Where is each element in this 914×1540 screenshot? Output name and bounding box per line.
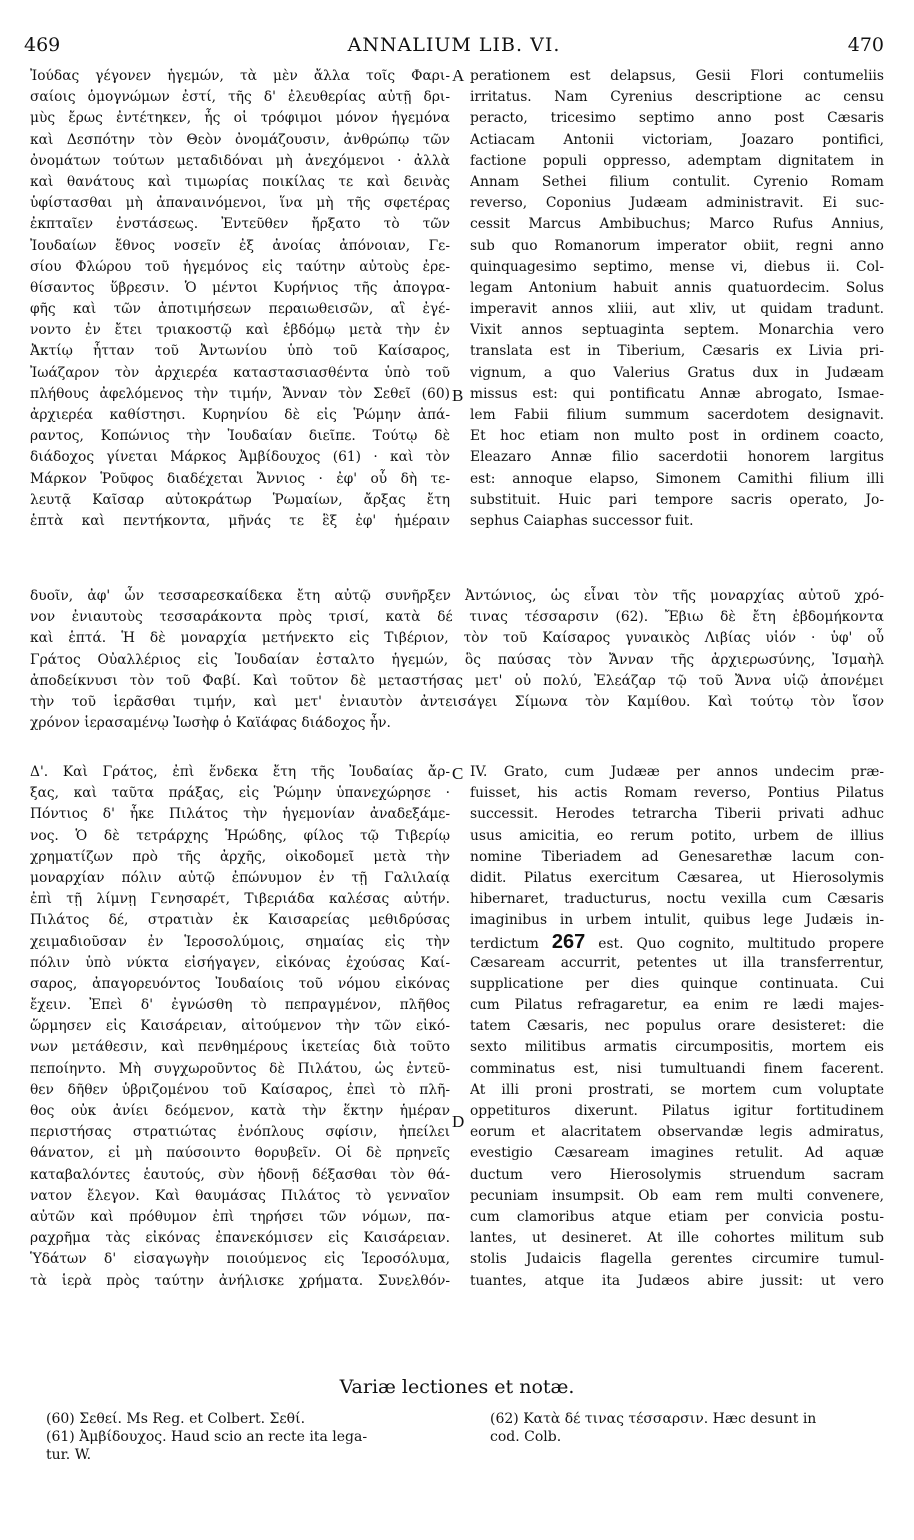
text-line: περιστήσας στρατιώτας ἐνόπλους σφίσιν, ἠπείλει bbox=[30, 1124, 450, 1141]
text-line: perationem est delapsus, Gesii Flori contumeliis bbox=[470, 68, 884, 84]
text-line: Μάρκον Ῥοῦφος διαδέχεται Ἄννιος · ἐφ' οὗ δὴ τε- bbox=[30, 470, 450, 487]
text-line: νοντο ἐν ἔτει τριακοστῷ καὶ ἑβδόμῳ μετὰ τὴν ἐν bbox=[30, 322, 450, 339]
text-line: didit. Pilatus exercitum Cæsarea, ut Hierosolymis bbox=[470, 869, 884, 886]
text-line: Πόντιος δ' ἧκε Πιλάτος τὴν ἡγεμονίαν ἀναδεξάμε- bbox=[30, 806, 450, 823]
text-line: comminatus est, nisi tumultuandi finem facerent. bbox=[470, 1060, 884, 1077]
text-line: usus amicitia, eo rerum potito, urbem de illius bbox=[470, 827, 884, 844]
text-line: cum clamoribus atque etiam per convicia postu- bbox=[470, 1208, 884, 1225]
text-line: quinquagesimo septimo, mense vi, diebus ii. Col- bbox=[470, 258, 884, 275]
section-marker-d: D bbox=[452, 1112, 465, 1131]
text-line: sub quo Romanorum imperator obiit, regni anno bbox=[470, 237, 884, 254]
page-number-left: 469 bbox=[24, 34, 61, 56]
text-line: Annam Sethei filium contulit. Cyrenio Romam bbox=[470, 173, 884, 190]
text-line: fuisset, his actis Romam reverso, Pontius Pilatus bbox=[470, 785, 884, 802]
text-line: θίσαντος ὕβρεσιν. Ὁ μέντοι Κυρήνιος τῆς ἀπογρα- bbox=[30, 279, 450, 296]
text-line: cum Pilatus refragaretur, ea enim re lædi majes- bbox=[470, 997, 884, 1014]
text-line: oppetituros dixerunt. Pilatus igitur fortitudinem bbox=[470, 1103, 884, 1119]
text-line: ἐκπταῖεν ἐνστάσεως. Ἐντεῦθεν ἤρξατο τὸ τῶν bbox=[30, 216, 450, 233]
text-line: ἑπτὰ καὶ πεντήκοντα, μῆνάς τε ἓξ ἐφ' ἡμέραιν bbox=[30, 512, 450, 529]
text-line: vignum, a quo Valerius Gratus dux in Judæam bbox=[470, 364, 884, 381]
text-line bbox=[470, 932, 884, 953]
text-line: cessit Marcus Ambibuchus; Marco Rufus Annius, bbox=[470, 216, 884, 233]
text-line: νον ἐνιαυτοὺς τεσσαράκοντα πρὸς τρισί, κατὰ δέ τινας τέσσαρσιν (62). Ἔβιω δὲ ἔτη ἑβδομήκοντα bbox=[30, 609, 884, 626]
greek-full-width-block bbox=[30, 586, 884, 734]
text-line: Ἰουδαίων ἔθνος νοσεῖν ἐξ ἀνοίας ἀπόνοιαν, Γε- bbox=[30, 237, 450, 254]
text-line: tuantes, atque ita Judæos abire jussit: ut vero bbox=[470, 1272, 884, 1289]
text-line: tatem Cæsaris, nec populus orare desisteret: die bbox=[470, 1018, 884, 1035]
text-line: καὶ ἑπτά. Ἡ δὲ μοναρχία μετήνεκτο εἰς Τιβέριον, τὸν τοῦ Καίσαρος γυναικὸς Λιβίας υἱόν · ὑφ' οὗ bbox=[30, 630, 884, 647]
text-line: imaginibus in urbem intulit, quibus lege Judæis in- bbox=[470, 912, 884, 929]
text-line: πόλιν ὑπὸ νύκτα εἰσήγαγεν, εἰκόνας ἐχούσας Καί- bbox=[30, 954, 450, 971]
text-line: factione populi oppresso, ademptam dignitatem in bbox=[470, 152, 884, 169]
text-line: χρηματίζων πρὸ τῆς ἀρχῆς, οἰκοδομεῖ μετὰ τὴν bbox=[30, 848, 450, 865]
text-line: σίου Φλώρου τοῦ ἡγεμόνος εἰς ταύτην αὐτοὺς ἐρε- bbox=[30, 258, 450, 275]
text-line: eorum et alacritatem observandæ legis admiratus, bbox=[470, 1124, 884, 1141]
text-line: peracto, tricesimo septimo anno post Cæsaris bbox=[470, 110, 884, 127]
text-line: καὶ θανάτους καὶ τιμωρίας ποικίλας τε καὶ δεινὰς bbox=[30, 173, 450, 190]
text-line: χειμαδιοῦσαν ἐν Ἱεροσολύμοις, σημαίας εἰς τὴν bbox=[30, 933, 450, 950]
text-line: μὺς ἔρως ἐντέτηκεν, ἧς οἱ τρόφιμοι μόνον ἡγεμόνα bbox=[30, 110, 450, 127]
text-line: ραντος, Κοπώνιος τὴν Ἰουδαίαν διεῖπε. Τούτῳ δὲ bbox=[30, 428, 450, 445]
text-line: πλήθους ἀφελόμενος τὴν τιμήν, Ἄνναν τὸν Σεθεῖ (60) bbox=[30, 385, 450, 402]
footnote-line: tur. W. bbox=[46, 1447, 92, 1463]
text-line: evestigio Cæsaream imagines retulit. Ad aquæ bbox=[470, 1145, 884, 1162]
text-line: ἔχειν. Ἐπεὶ δ' ἐγνώσθη τὸ πεπραγμένον, πλῆθος bbox=[30, 997, 450, 1014]
text-line: legam Antonium habuit annis quatuordecim. Solus bbox=[470, 279, 884, 296]
notes-title: Variæ lectiones et notæ. bbox=[339, 1376, 575, 1398]
text-line: καὶ Δεσπότην τὸν Θεὸν ὀνομάζουσιν, ἀνθρώπῳ τῶν bbox=[30, 131, 450, 148]
footnotes-right bbox=[490, 1410, 884, 1446]
text-line: hibernaret, traducturus, noctu vexilla cum Cæsaris bbox=[470, 891, 884, 908]
footnote-line: (62) Κατὰ δέ τινας τέσσαρσιν. Hæc desunt in bbox=[490, 1411, 817, 1427]
text-line: ὥρμησεν εἰς Καισάρειαν, αἰτούμενον τὴν τῶν εἰκό- bbox=[30, 1018, 450, 1035]
text-line: λευτᾷ Καῖσαρ αὐτοκράτωρ Ῥωμαίων, ἄρξας ἔτη bbox=[30, 491, 450, 508]
page-number-right: 470 bbox=[847, 34, 884, 56]
text-line: διάδοχος γίνεται Μάρκος Ἀμβίδουχος (61) · καὶ τὸν bbox=[30, 449, 450, 466]
text-line: sephus Caiaphas successor fuit. bbox=[470, 512, 694, 529]
text-fragment: est. Quo cognito, multitudo propere bbox=[598, 935, 884, 952]
text-line: τὰ ἱερὰ πρὸς ταύτην ἀνήλισκε χρήματα. Συνελθόν- bbox=[30, 1272, 450, 1289]
text-line: φῆς καὶ τῶν ἀποτιμήσεων περαιωθεισῶν, αἳ ἐγέ- bbox=[30, 301, 450, 318]
text-line: ραχρῆμα τὰς εἰκόνας ἐπανεκόμισεν εἰς Καισάρειαν. bbox=[30, 1230, 450, 1247]
text-line: Vixit annos septuaginta septem. Monarchia vero bbox=[470, 322, 884, 339]
text-line: imperavit annos xliii, aut xliv, ut quidam tradunt. bbox=[470, 301, 884, 318]
text-line: lem Fabii filium summum sacerdotem designavit. bbox=[470, 407, 884, 423]
text-line: ductum vero Hierosolymis struendum sacram bbox=[470, 1166, 884, 1183]
latin-column-bottom bbox=[470, 762, 884, 1313]
text-line: Cæsaream accurrit, petentes ut illa transferrentur, bbox=[470, 954, 884, 971]
text-line: Γράτος Οὐαλλέριος εἰς Ἰουδαίαν ἐσταλτο ἡγεμών, ὃς παύσας τὸν Ἄνναν τῆς ἀρχιερωσύνης, Ἰσμαὴλ bbox=[30, 651, 884, 668]
section-marker-b: B bbox=[452, 386, 464, 405]
footnote-line: (61) Ἀμβίδουχος. Haud scio an recte ita lega- bbox=[46, 1429, 368, 1445]
text-line: νατον ἔλεγον. Καὶ θαυμάσας Πιλάτος τὸ γενναῖον bbox=[30, 1187, 450, 1204]
text-line: reverso, Coponius Judæam administravit. Ei suc- bbox=[470, 195, 884, 212]
text-line: τὴν τοῦ ἱερᾶσθαι τιμήν, καὶ μετ' ἐνιαυτὸν ἀντεισάγει Σίμωνα τὸν Καμίθου. Καὶ τούτῳ τὸν ἴσον bbox=[30, 693, 884, 710]
text-fragment: terdictum bbox=[470, 935, 539, 952]
text-line: σαίοις ὁμογνώμων ἐστί, τῆς δ' ἐλευθερίας αὐτῇ δρι- bbox=[30, 89, 450, 106]
text-line: Ὑδάτων δ' εἰσαγωγὴν ποιούμενος εἰς Ἱεροσόλυμα, bbox=[30, 1251, 450, 1268]
text-line: Actiacam Antonii victoriam, Joazaro pontifici, bbox=[470, 131, 884, 148]
footnote-line: (60) Σεθεί. Ms Reg. et Colbert. Σεθί. bbox=[46, 1411, 306, 1427]
text-line: substituit. Huic pari tempore sacris operato, Jo- bbox=[470, 491, 884, 508]
text-line: IV. Grato, cum Judææ per annos undecim præ- bbox=[470, 764, 884, 780]
text-line: θος οὐκ ἀνίει δεόμενον, κατὰ τὴν ἕκτην ἡμέραν bbox=[30, 1103, 450, 1119]
text-line: Ἰωάζαρον τὸν ἀρχιερέα καταστασιασθέντα ὑπὸ τοῦ bbox=[30, 364, 450, 381]
greek-column-bottom bbox=[30, 762, 450, 1292]
text-line: ἀρχιερέα καθίστησι. Κυρηνίου δὲ εἰς Ῥώμην ἀπά- bbox=[30, 407, 450, 423]
text-line: ξας, καὶ ταῦτα πράξας, εἰς Ῥώμην ὑπανεχώρησε · bbox=[30, 785, 450, 802]
text-line: μοναρχίαν πόλιν αὐτῷ ἐπώνυμον ἐν τῇ Γαλιλαίᾳ bbox=[30, 869, 450, 886]
text-line: ὀνομάτων τούτων μεταδιδόναι μὴ ἀνεχόμενοι · ἀλλὰ bbox=[30, 152, 450, 169]
text-line: πεποίηντο. Μὴ συγχωροῦντος δὲ Πιλάτου, ὡς ἐντεῦ- bbox=[30, 1060, 450, 1077]
footnote-line: cod. Colb. bbox=[490, 1429, 562, 1445]
text-line: ὑφίστασθαι μὴ ἀπαναινόμενοι, ἵνα μὴ τῆς σφετέρας bbox=[30, 195, 450, 212]
section-marker-a: A bbox=[452, 66, 465, 85]
section-marker-c: C bbox=[452, 764, 464, 783]
text-line: Ἰούδας γέγονεν ἡγεμών, τὰ μὲν ἄλλα τοῖς Φαρι- bbox=[30, 68, 450, 84]
text-line: νος. Ὁ δὲ τετράρχης Ἡρώδης, φίλος τῷ Τιβερίῳ bbox=[30, 827, 450, 844]
text-line: Et hoc etiam non multo post in ordinem coacto, bbox=[470, 428, 884, 445]
text-line: pecuniam insumpsit. Ob eam rem multi convenere, bbox=[470, 1187, 884, 1204]
page-header bbox=[24, 34, 884, 64]
text-line: ἀποδείκνυσι τὸν τοῦ Φαβί. Καὶ τοῦτον δὲ μεταστήσας μετ' οὐ πολύ, Ἐλεάζαρ τῷ τοῦ Ἄννα υἱῷ ἀπονέμει bbox=[30, 672, 884, 689]
text-line: successit. Herodes tetrarcha Tiberii privati adhuc bbox=[470, 806, 884, 823]
text-line: nomine Tiberiadem ad Genesarethæ lacum con- bbox=[470, 848, 884, 865]
text-line: Δ'. Καὶ Γράτος, ἐπὶ ἕνδεκα ἔτη τῆς Ἰουδαίας ἄρ- bbox=[30, 764, 450, 780]
text-line: αὐτῶν καὶ πρόθυμον ἐπὶ τηρήσει τῶν νόμων, πα- bbox=[30, 1208, 450, 1225]
text-line: Πιλάτος δέ, στρατιὰν ἐκ Καισαρείας μεθιδρύσας bbox=[30, 912, 450, 929]
text-line: sexto militibus armatis circumpositis, mortem eis bbox=[470, 1039, 884, 1056]
text-line bbox=[470, 1292, 884, 1313]
text-line: νων μετάθεσιν, καὶ πενθημέρους ἱκετείας διὰ τοῦτο bbox=[30, 1039, 450, 1056]
footnotes-left bbox=[46, 1410, 456, 1464]
text-line: Ἀκτίῳ ἧτταν τοῦ Ἀντωνίου ὑπὸ τοῦ Καίσαρος, bbox=[30, 343, 450, 360]
running-title: ANNALIUM LIB. VI. bbox=[347, 34, 561, 56]
text-line: θεν δῆθεν ὑβριζομένου τοῦ Καίσαρος, ἐπεὶ τὸ πλῆ- bbox=[30, 1081, 450, 1098]
text-line: stolis Judaicis flagella gerentes circumire tumul- bbox=[470, 1251, 884, 1268]
text-line: irritatus. Nam Cyrenius descriptione ac censu bbox=[470, 89, 884, 106]
column-number: 267 bbox=[551, 931, 586, 953]
text-line: supplicatione per dies quinque continuata. Cui bbox=[470, 975, 884, 992]
latin-column-top bbox=[470, 66, 884, 532]
text-line: ἐπὶ τῇ λίμνῃ Γενησαρέτ, Τιβεριάδα καλέσας αὐτήν. bbox=[30, 891, 450, 908]
text-line: θάνατον, εἰ μὴ παύσοιντο θορυβεῖν. Οἱ δὲ πρηνεῖς bbox=[30, 1145, 450, 1162]
text-line: est: annoque elapso, Simonem Camithi filium illi bbox=[470, 470, 884, 487]
text-line: σαρος, ἀπαγορευόντος Ἰουδαίοις τοῦ νόμου εἰκόνας bbox=[30, 975, 450, 992]
text-line: χρόνον ἱερασαμένῳ Ἰωσὴφ ὁ Καϊάφας διάδοχος ἦν. bbox=[30, 715, 391, 732]
text-line: lantes, ut desineret. At ille cohortes militum sub bbox=[470, 1230, 884, 1247]
text-line: translata est in Tiberium, Cæsaris ex Livia pri- bbox=[470, 343, 884, 360]
text-line: δυοῖν, ἀφ' ὧν τεσσαρεσκαίδεκα ἔτη αὐτῷ συνῆρξεν Ἀντώνιος, ὡς εἶναι τὸν τῆς μοναρχίας αὐτοῦ χρό- bbox=[30, 588, 884, 604]
text-line: At illi proni prostrati, se mortem cum voluptate bbox=[470, 1081, 884, 1098]
greek-column-top bbox=[30, 66, 450, 532]
text-line: Eleazaro Annæ filio sacerdotii honorem largitus bbox=[470, 449, 884, 466]
text-line: missus est: qui pontificatu Annæ abrogato, Ismae- bbox=[470, 385, 884, 402]
text-line: καταβαλόντες ἑαυτούς, σὺν ἡδονῇ δέξασθαι τὸν θά- bbox=[30, 1166, 450, 1183]
